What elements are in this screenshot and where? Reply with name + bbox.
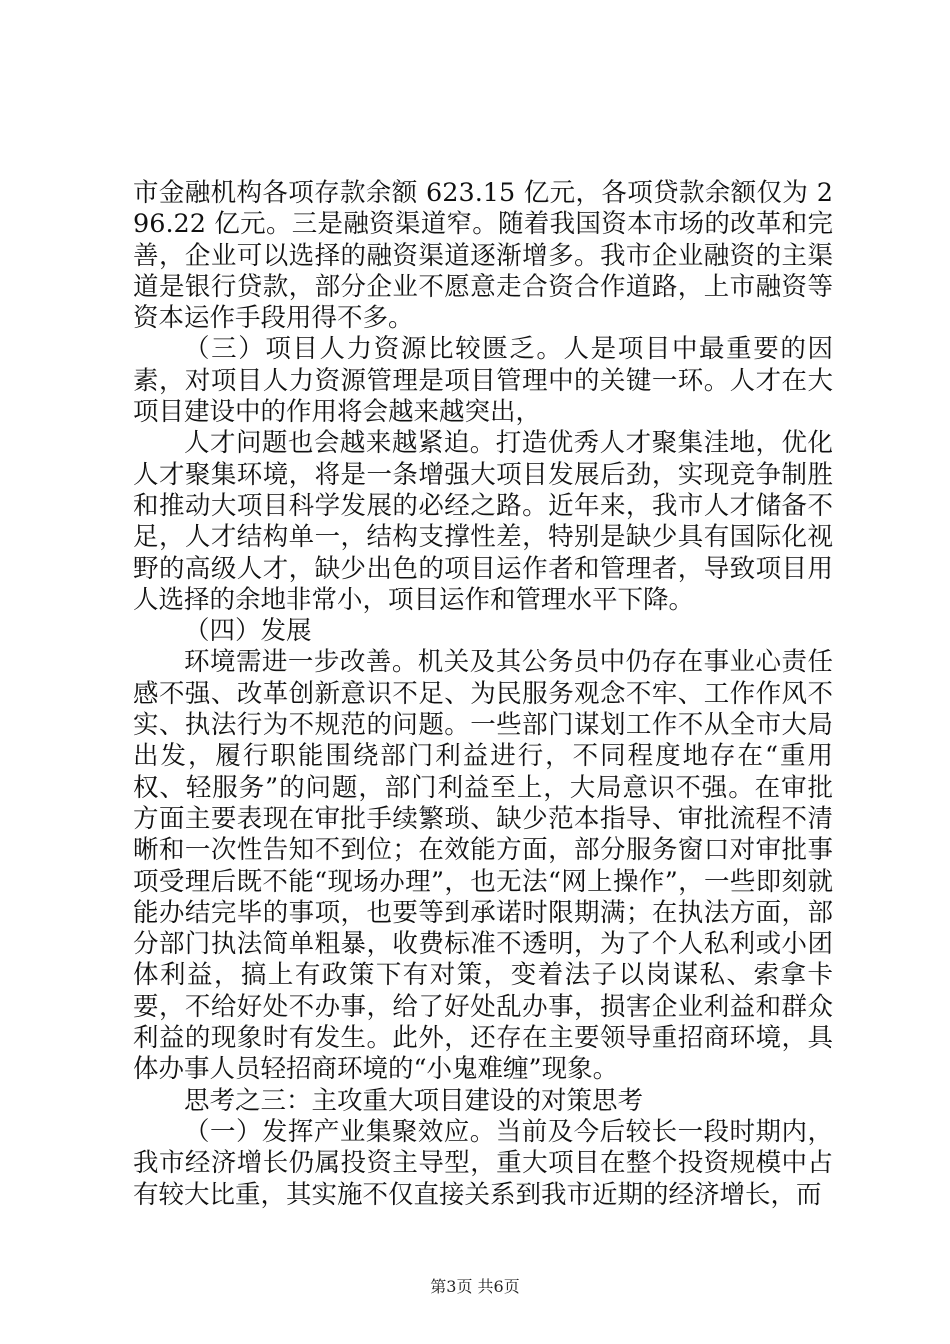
section-heading-countermeasures: 思考之三：主攻重大项目建设的对策思考 [184, 1085, 644, 1116]
page-footer: 第3页 共6页 [430, 1277, 520, 1296]
paragraph-financing-channels: 市金融机构各项存款余额 623.15 亿元，各项贷款余额仅为 296.22 亿元。三是融资渠道窄。随着我国资本市场的改革和完善，企业可以选择的融资渠道逐渐增多。我市企业融资的主渠道是银行贷款，部分企业不愿意走合资合作道路，上市融资等资本运作手段用得不多。 [133, 178, 833, 334]
document-body [133, 178, 833, 1211]
paragraph-talent-issues: 人才问题也会越来越紧迫。打造优秀人才聚集洼地，优化人才聚集环境，将是一条增强大项目发展后劲，实现竞争制胜和推动大项目科学发展的必经之路。近年来，我市人才储备不足，人才结构单一，结构支撑性差，特别是缺少具有国际化视野的高级人才，缺少出色的项目运作者和管理者，导致项目用人选择的余地非常小，项目运作和管理水平下降。 [133, 428, 833, 615]
paragraph-development-heading: （四）发展 [184, 616, 312, 647]
paragraph-human-resources-heading: （三）项目人力资源比较匮乏。人是项目中最重要的因素，对项目人力资源管理是项目管理中的关键一环。人才在大项目建设中的作用将会越来越突出， [133, 334, 833, 428]
paragraph-environment: 环境需进一步改善。机关及其公务员中仍存在事业心责任感不强、改革创新意识不足、为民服务观念不牢、工作作风不实、执法行为不规范的问题。一些部门谋划工作不从全市大局出发，履行职能围绕部门利益进行，不同程度地存在“重用权、轻服务”的问题，部门利益至上，大局意识不强。在审批方面主要表现在审批手续繁琐、缺少范本指导、审批流程不清晰和一次性告知不到位；在效能方面，部分服务窗口对审批事项受理后既不能“现场办理”，也无法“网上操作”，一些即刻就能办结完毕的事项，也要等到承诺时限期满；在执法方面，部分部门执法简单粗暴，收费标准不透明，为了个人私利或小团体利益，搞上有政策下有对策，变着法子以岗谋私、索拿卡要，不给好处不办事，给了好处乱办事，损害企业利益和群众利益的现象时有发生。此外，还存在主要领导重招商环境，具体办事人员轻招商环境的“小鬼难缠”现象。 [133, 647, 833, 1085]
paragraph-industrial-cluster: （一）发挥产业集聚效应。当前及今后较长一段时期内，我市经济增长仍属投资主导型，重大项目在整个投资规模中占有较大比重，其实施不仅直接关系到我市近期的经济增长，而 [133, 1116, 833, 1210]
